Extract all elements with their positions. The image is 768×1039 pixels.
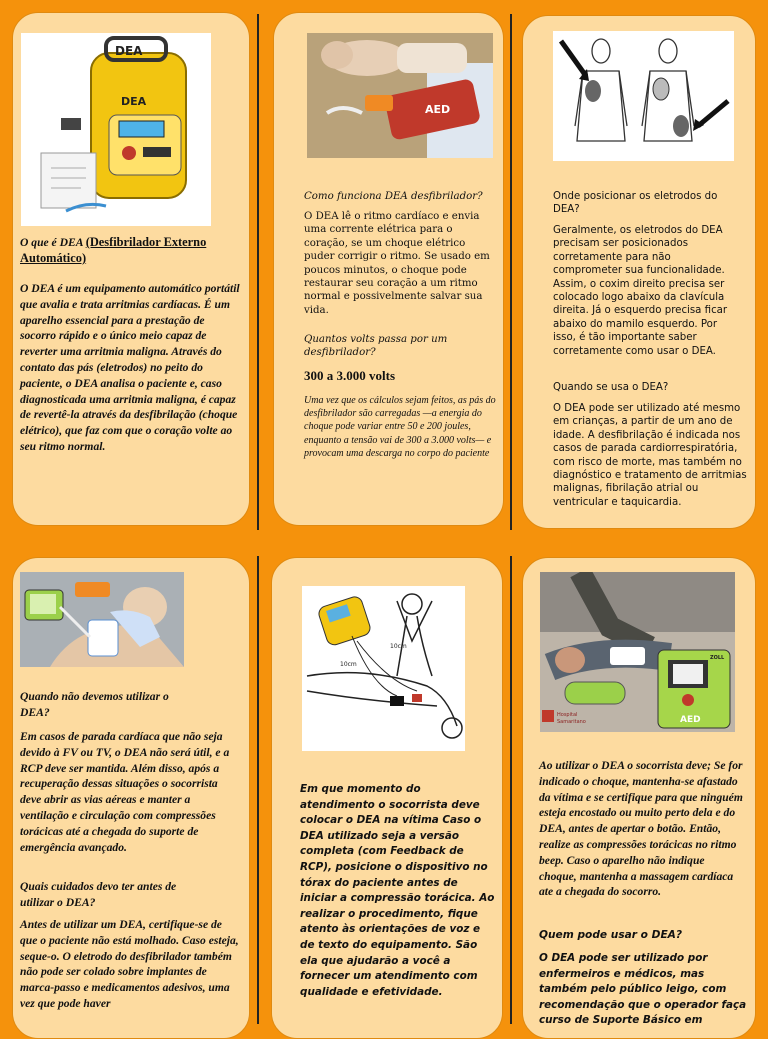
panel3-a2: O DEA pode ser utilizado até mesmo em crianças, a partir de um ano de idade. A desfibrilação é indicada nos casos de parada cardiorrespiratória, com risco de morte, mas também no diagnóstico e tratamento de arritmias malignas, fibrilação atrial ou ventricular e taquicardia. xyxy=(553,403,747,508)
panel-when-not-use xyxy=(12,557,250,1039)
aed-placement-drawing xyxy=(302,586,465,751)
panel6-a1: Ao utilizar o DEA o socorrista deve; Se for indicado o choque, mantenha-se afastado da vítima e se certifique para que ninguém esteja encostado ou muito perto dela e do DEA, antes de apertar o botão. Então, realize as compressões torácicas no ritmo beep. Caso o aparelho não indique choque, mantenha a massagem cardíaca ate a chegada do socorro. xyxy=(539,759,743,899)
panel3-a1: Geralmente, os eletrodos do DEA precisam ser posicionados corretamente para não comprometer sua funcionalidade. Assim, o coxim direito precisa ser colocado logo abaixo da clavícula direita. Já o esquerdo precisa ficar abaixo do mamilo esquerdo. Por isso, é tão importante saber corretamente como usar o DEA. xyxy=(553,225,728,357)
dea-device-photo xyxy=(21,33,211,226)
column-divider xyxy=(257,556,259,1024)
device-brand: ZOLL xyxy=(710,655,725,661)
panel-what-is-dea xyxy=(12,12,250,526)
hospital-logo-text: Hospital xyxy=(557,712,578,718)
svg-text:DEA: DEA xyxy=(121,95,147,108)
panel3-q2: Quando se usa o DEA? xyxy=(553,382,669,393)
title-name: (Desfibrilador Externo Automático) xyxy=(20,235,207,265)
panel4-a2: Antes de utilizar um DEA, certifique-se de que o paciente não está molhado. Caso esteja, seque-o. O eletrodo do desfibrilador também não pode ser colado sobre implantes de marca-passo e medicamentos adesivos, uma vez que pode haver xyxy=(20,918,239,1010)
panel-electrode-position xyxy=(522,15,756,529)
panel2-q1: Como funciona DEA desfibrilador? xyxy=(304,191,483,202)
panel2-a1: O DEA lê o ritmo cardíaco e envia uma corrente elétrica para o coração, se um choque elétrico puder corrigir o ritmo. Se usado em poucos minutos, o choque pode restaurar seu coração a um ritmo normal e possivelmente salvar sua vida. xyxy=(304,211,490,316)
panel2-q2: Quantos volts passa por um desfibrilador? xyxy=(304,334,448,359)
panel-how-to-use xyxy=(522,557,756,1039)
hospital-logo-text: Samaritano xyxy=(557,719,586,725)
panel4-q1: Quando não devemos utilizar o DEA? xyxy=(20,690,169,719)
panel2-a2: Uma vez que os cálculos sejam feitos, as pás do desfibrilador são carregadas —a energia do choque pode variar entre 50 e 200 joules, enquanto a tensão vai de 300 a 3.000 volts— e provocam uma descarga no corpo do paciente xyxy=(304,395,496,459)
aed-bag-label: AED xyxy=(425,103,451,116)
panel-how-it-works xyxy=(273,12,504,526)
cpr-scene-photo xyxy=(540,572,735,732)
panel1-title xyxy=(20,235,235,267)
column-divider xyxy=(510,14,512,530)
panel1-body: O DEA é um equipamento automático portátil que avalia e trata arritmias cardíacas. É um aparelho essencial para a prestação de socorro rápido e o único meio capaz de reverter uma arritmia maligna. Através do contato das pás (eletrodos) no peito do paciente, o DEA analisa o paciente e, caso diagnosticada uma arritmia maligna, é capaz de revertê-la através da desfibrilação (choque elétrico), que faz com que o coração volte ao seu ritmo normal. xyxy=(20,282,240,453)
panel6-a2: O DEA pode ser utilizado por enfermeiros e médicos, mas também pelo público leigo, com recomendação que o operador faça curso de Suporte Básico em xyxy=(539,952,747,1027)
panel5-body: Em que momento do atendimento o socorrista deve colocar o DEA na vítima Caso o DEA utilizado seja a versão completa (com Feedback de RCP), posicione o dispositivo no tórax do paciente antes de iniciar a compressão torácica. Ao realizar o procedimento, fique atento às orientações de voz e de texto do equipamento. São ela que ajudarão a você a fornecer um atendimento com qualidade e efetividade. xyxy=(300,783,495,998)
measure-label: 10cm xyxy=(340,661,357,668)
title-prefix: O que é DEA xyxy=(20,236,86,249)
panel-when-apply xyxy=(271,557,503,1039)
panel6-q2: Quem pode usar o DEA? xyxy=(539,929,683,941)
panel4-q2: Quais cuidados devo ter antes de utilizar o DEA? xyxy=(20,880,177,909)
device-label: DEA xyxy=(115,44,143,58)
electrode-application-photo xyxy=(20,572,184,667)
panel2-volts: 300 a 3.000 volts xyxy=(304,368,395,383)
panel3-q1: Onde posicionar os eletrodos do DEA? xyxy=(553,191,718,216)
panel4-a1: Em casos de parada cardíaca que não seja devido à FV ou TV, o DEA não será útil, e a RCP deve ser mantida. Além disso, após a recuperação dessas situações o socorrista deve abrir as vias aéreas e manter a ventilação e circulação com compressões torácicas até a chegada do suporte de emergência avançado. xyxy=(20,730,230,854)
electrode-position-diagram xyxy=(553,31,734,161)
column-divider xyxy=(510,556,512,1024)
aed-training-photo xyxy=(307,33,493,158)
aed-green-label: AED xyxy=(680,715,701,725)
measure-label: 10cm xyxy=(390,643,407,650)
column-divider xyxy=(257,14,259,530)
